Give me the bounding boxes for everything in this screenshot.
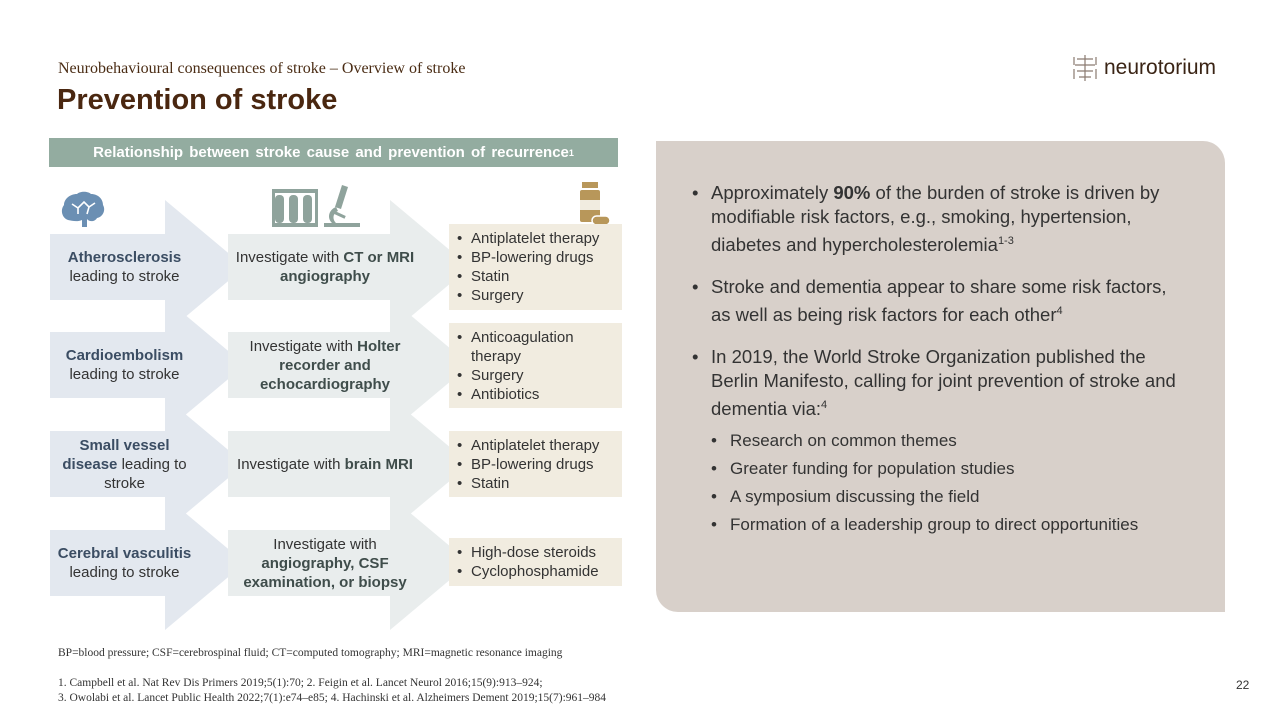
sub-bullet: • A symposium discussing the field [692,487,1185,507]
sub-bullet: • Greater funding for population studies [692,459,1185,479]
stroke-cause: Atherosclerosis leading to stroke [67,249,182,285]
bullet-shared-risk: • Stroke and dementia appear to share some risk factors, as well as being risk factors for each other$^4$ [692,275,1185,327]
sub-bullet: • Formation of a leadership group to direct opportunities [692,515,1185,535]
test-tubes-icon [272,189,318,227]
reference-line: 1. Campbell et al. Nat Rev Dis Primers 2019;5(1):70; 2. Feigin et al. Lancet Neurol 2016;15(9):913–924; [58,677,543,689]
treatment-item: • Antiplatelet therapy [457,436,616,455]
lab-icons [272,183,362,228]
treatment-item: • Statin [457,267,616,286]
abbreviations: BP=blood pressure; CSF=cerebrospinal fluid; CT=computed tomography; MRI=magnetic resonance imaging [58,647,563,659]
medicine-bottle-icon [578,182,612,226]
section-subtitle: Neurobehavioural consequences of stroke – Overview of stroke [58,60,466,77]
microscope-icon [324,185,360,227]
investigation: Investigate with brain MRI [237,455,413,473]
bullet-berlin-manifesto: • In 2019, the World Stroke Organization published the Berlin Manifesto, calling for joint prevention of stroke and dementia via:$^4$ [692,345,1185,421]
banner-text: Relationship between stroke cause and prevention of recurrence [93,144,569,161]
sub-bullet: • Research on common themes [692,431,1185,451]
page-number: 22 [1236,678,1250,692]
bullet-modifiable-risk: • Approximately 90% of the burden of stroke is driven by modifiable risk factors, e.g., smoking, hypertension, diabetes and hypercholesterolemia$^{1-3}$ [692,181,1185,257]
reference-line: 3. Owolabi et al. Lancet Public Health 2022;7(1):e74–e85; 4. Hachinski et al. Alzheimers Dement 2019;15(7):961–984 [58,692,607,704]
treatment-item: • Surgery [457,286,616,305]
treatment-box [449,224,622,310]
stroke-cause: Cardioembolism leading to stroke [65,347,184,383]
investigation: Investigate with angiography, CSF examination, or biopsy [243,535,407,591]
treatment-item: • Antiplatelet therapy [457,229,616,248]
treatment-item: • Statin [457,474,616,493]
stroke-cause: Small vessel disease leading to stroke [62,436,187,492]
key-points-panel [656,141,1225,612]
treatment-item: • Anticoagulation therapy [457,328,616,366]
page-title: Prevention of stroke [57,84,338,116]
treatment-box [449,323,622,408]
investigation: Investigate with CT or MRI angiography [235,249,415,285]
treatment-item: • Antibiotics [457,385,616,404]
treatment-item: • High-dose steroids [457,543,616,562]
banner-sup: 1 [568,147,574,158]
investigation: Investigate with Holter recorder and echocardiography [249,337,401,393]
brain-icon [60,190,106,228]
treatment-item: • Surgery [457,366,616,385]
treatment-item: • BP-lowering drugs [457,248,616,267]
logo-text: neurotorium [1104,56,1217,79]
treatment-box [449,538,622,586]
stroke-cause: Cerebral vasculitis leading to stroke [57,545,192,581]
treatment-item: • BP-lowering drugs [457,455,616,474]
treatment-item: • Cyclophosphamide [457,562,616,581]
treatment-box [449,431,622,497]
